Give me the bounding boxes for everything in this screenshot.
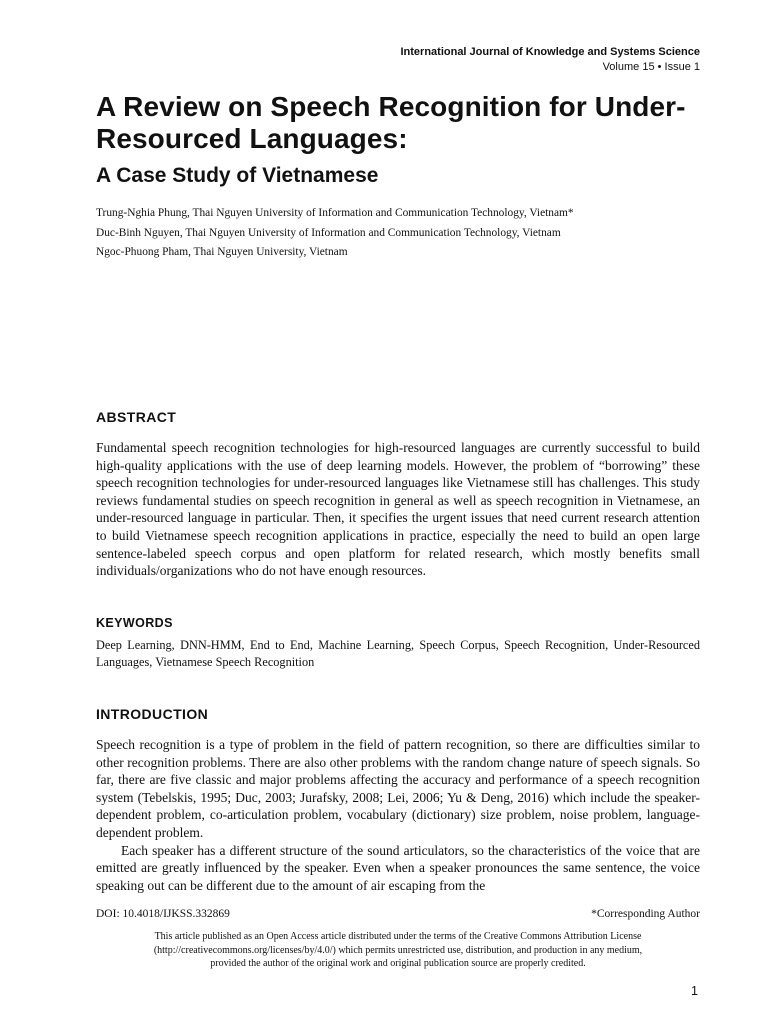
author-list	[96, 204, 574, 263]
license-line-2: (http://creativecommons.org/licenses/by/4.0/) which permits unrestricted use, distribution, and production in any medium,	[153, 944, 643, 956]
keywords-heading: KEYWORDS	[96, 616, 173, 630]
page-number: 1	[691, 984, 698, 998]
journal-name: International Journal of Knowledge and Systems Science	[400, 46, 700, 58]
doi-link[interactable]: DOI: 10.4018/IJKSS.332869	[96, 908, 230, 920]
license-notice	[96, 930, 700, 971]
author-1: Trung-Nghia Phung, Thai Nguyen University of Information and Communication Technology, Vietnam*	[96, 207, 574, 219]
abstract-paragraph: Fundamental speech recognition technologies for high-resourced languages are currently successful to build high-quality applications with the use of deep learning models. However, the problem of “borrowing” these speech recognition technologies for under-resourced languages like Vietnamese still has challenges. This study reviews fundamental studies on speech recognition in general as well as speech recognition in Vietnamese, an under-resourced language in particular. Then, it specifies the urgent issues that need current research attention to build Vietnamese speech recognition applications in practice, especially the need to build an open large sentence-labeled speech corpus and open platform for related research, which mostly benefits small individuals/organizations who do not have enough resources.	[96, 440, 700, 579]
introduction-paragraph-1: Speech recognition is a type of problem in the field of pattern recognition, so there are difficulties similar to other recognition problems. There are also other problems with the random change nature of speech signals. So far, there are five classic and major problems affecting the accuracy and performance of a speech recognition system (Tebelskis, 1995; Duc, 2003; Jurafsky, 2008; Lei, 2006; Yu & Deng, 2016) which include the speaker-dependent problem, co-articulation problem, vocabulary (dictionary) size problem, noise problem, language-dependent problem.	[96, 737, 700, 840]
license-line-1: This article published as an Open Access article distributed under the terms of the Creative Commons Attribution License	[154, 931, 642, 942]
author-2: Duc-Binh Nguyen, Thai Nguyen University of Information and Communication Technology, Vietnam	[96, 226, 561, 239]
introduction-paragraph-2: Each speaker has a different structure of the sound articulators, so the characteristics of the voice that are emitted are greatly influenced by the speaker. Even when a speaker pronounces the same sentence, the voice speaking out can be different due to the amount of air escaping from the	[96, 842, 700, 893]
corresponding-author-note: *Corresponding Author	[591, 908, 700, 920]
volume-issue: Volume 15 • Issue 1	[602, 61, 700, 73]
article-subtitle: A Case Study of Vietnamese	[96, 164, 379, 187]
keywords-text: Deep Learning, DNN-HMM, End to End, Machine Learning, Speech Corpus, Speech Recognition, Under-Resourced Languages, Vietnamese Speech Recognition	[96, 638, 700, 669]
abstract-text	[96, 439, 700, 580]
article-title: A Review on Speech Recognition for Under-Resourced Languages:	[96, 91, 686, 154]
introduction-text	[96, 736, 700, 894]
license-line-3: provided the author of the original work and original publication source are properly credited.	[210, 958, 586, 969]
journal-header	[400, 45, 700, 75]
abstract-heading: ABSTRACT	[96, 409, 177, 425]
introduction-heading: INTRODUCTION	[96, 706, 209, 722]
author-3: Ngoc-Phuong Pham, Thai Nguyen University, Vietnam	[96, 246, 348, 258]
